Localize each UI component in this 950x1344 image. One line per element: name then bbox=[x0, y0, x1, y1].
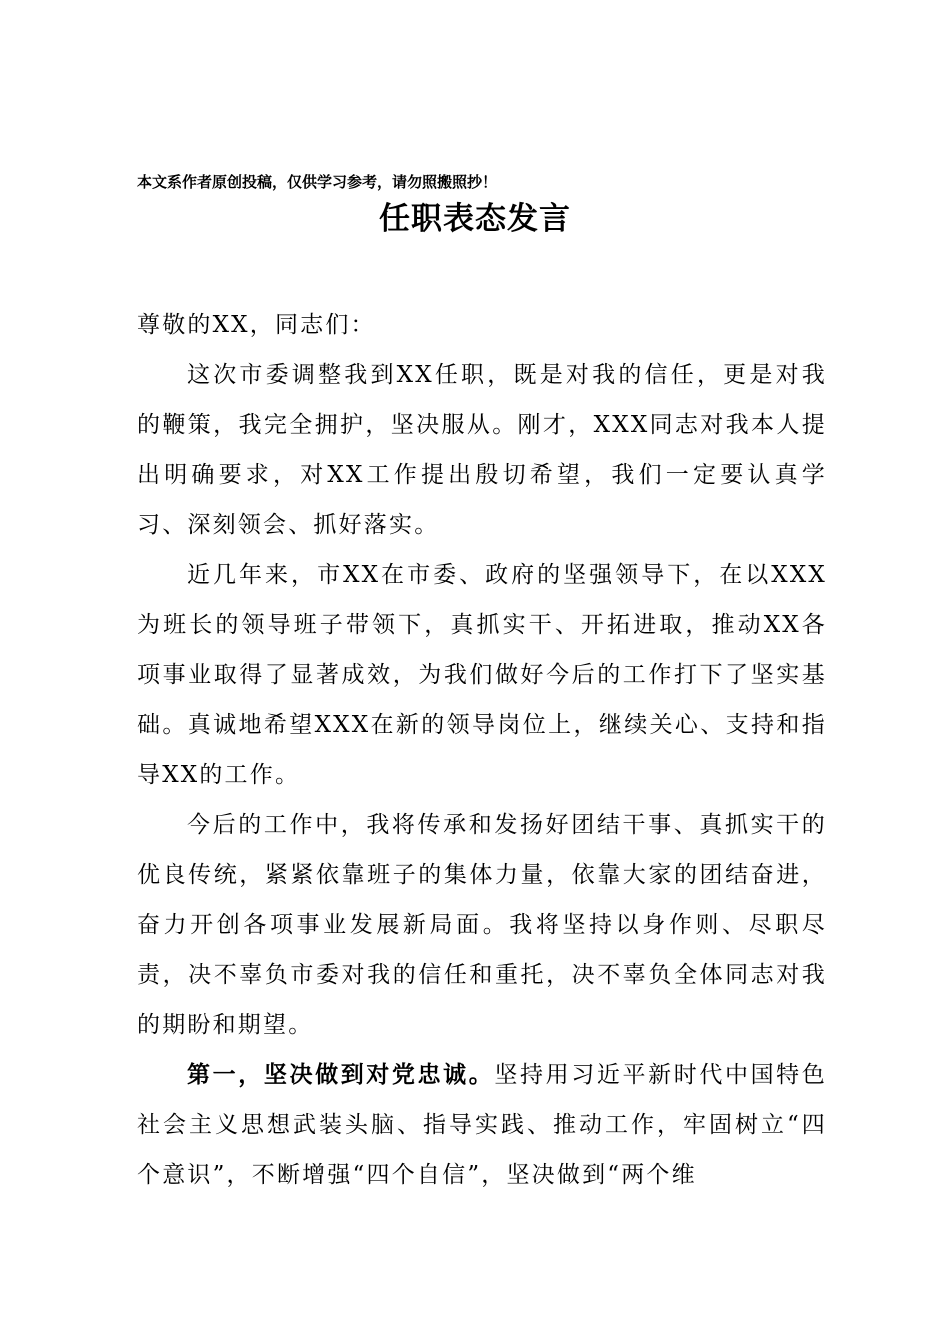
copyright-notice: 本文系作者原创投稿，仅供学习参考，请勿照搬照抄！ bbox=[137, 173, 498, 191]
document-title: 任职表态发言 bbox=[379, 201, 571, 237]
salutation: 尊敬的XX，同志们： bbox=[137, 312, 376, 338]
paragraph-1: 这次市委调整我到XX任职，既是对我的信任，更是对我的鞭策，我完全拥护，坚决服从。刚才，XXX同志对我本人提出明确要求，对XX工作提出殷切希望，我们一定要认真学习、深刻领会、抓好落实。 bbox=[137, 362, 827, 538]
paragraph-3: 今后的工作中，我将传承和发扬好团结干事、真抓实干的优良传统，紧紧依靠班子的集体力量，依靠大家的团结奋进，奋力开创各项事业发展新局面。我将坚持以身作则、尽职尽责，决不辜负市委对我的信任和重托，决不辜负全体同志对我的期盼和期望。 bbox=[137, 812, 827, 1038]
point-one-text: 坚持用习近平新时代中国特色社会主义思想武装头脑、指导实践、推动工作，牢固树立“四个意识”，不断增强“四个自信”，坚决做到“两个维 bbox=[137, 1062, 827, 1188]
document-body bbox=[137, 300, 827, 1200]
paragraph-2: 近几年来，市XX在市委、政府的坚强领导下，在以XXX为班长的领导班子带领下，真抓实干、开拓进取，推动XX各项事业取得了显著成效，为我们做好今后的工作打下了坚实基础。真诚地希望XXX在新的领导岗位上，继续关心、支持和指导XX的工作。 bbox=[137, 562, 827, 788]
point-one-heading: 第一，坚决做到对党忠诚。 bbox=[187, 1062, 495, 1088]
point-one-paragraph bbox=[137, 1050, 827, 1200]
